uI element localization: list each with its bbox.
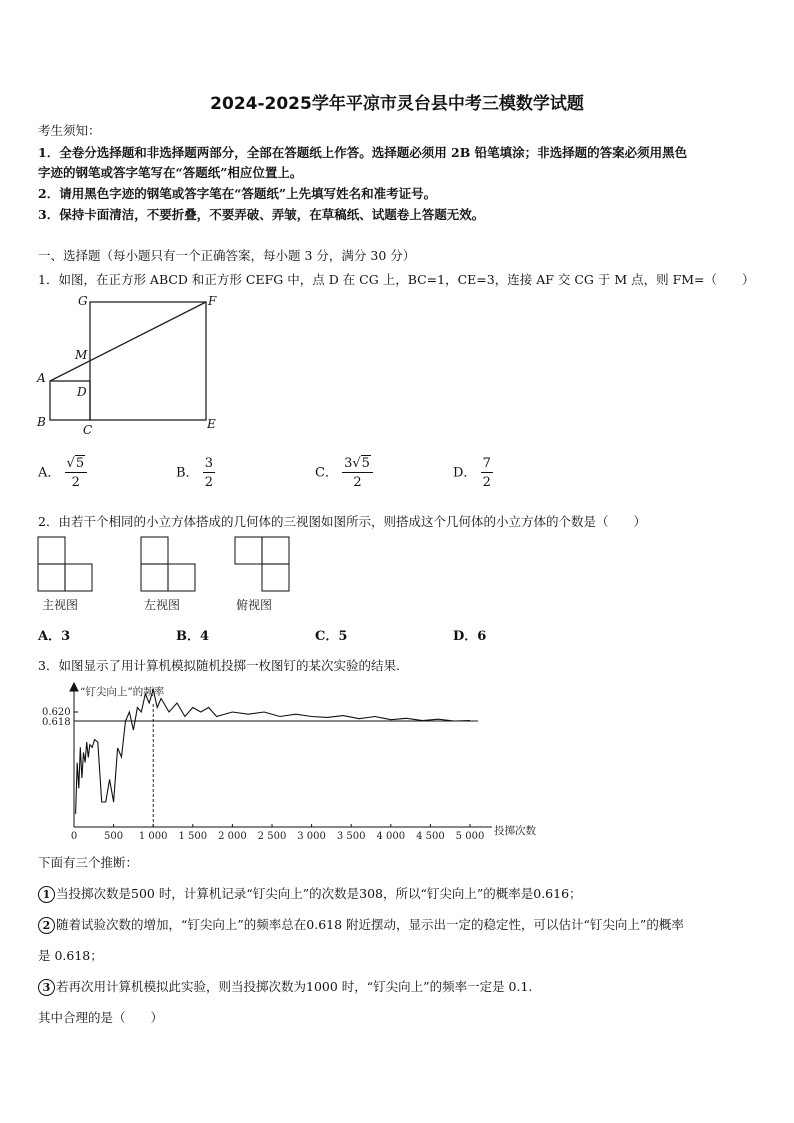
- label-g: G: [78, 294, 88, 308]
- q3-statement-2-continued: 是 0.618；: [38, 948, 103, 963]
- y-axis-label: “钉尖向上”的频率: [80, 686, 165, 698]
- y-mark-0620: 0.620: [42, 707, 71, 718]
- q3-stem: 3．如图显示了用计算机模拟随机投掷一枚图钉的某次实验的结果.: [38, 658, 400, 673]
- q3-lead: 下面有三个推断：: [38, 855, 139, 870]
- circled-number-2: 2: [38, 917, 55, 934]
- front-view-drawing: [38, 537, 92, 591]
- q1-option-c-label: C．: [315, 465, 338, 481]
- segment-af: [50, 302, 206, 381]
- q2-option-a[interactable]: A．3: [38, 629, 71, 644]
- front-view-caption: 主视图: [42, 598, 79, 612]
- q3-statement-1: [38, 884, 582, 903]
- x-tick-label: 1 000: [138, 831, 168, 842]
- q1-option-c-coefficient: 3: [344, 456, 353, 471]
- q2-option-c[interactable]: C．5: [315, 629, 348, 644]
- notice-item-2: 2．请用黑色字迹的钢笔或答字笔在“答题纸”上先填写姓名和准考证号。: [38, 186, 437, 201]
- q3-question: 其中合理的是（ ）: [38, 1010, 164, 1025]
- q3-frequency-chart: [34, 677, 554, 845]
- circled-number-3: 3: [38, 979, 55, 996]
- notice-item-3: 3．保持卡面清洁，不要折叠，不要弄破、弄皱，在草稿纸、试题卷上答题无效。: [38, 207, 485, 222]
- side-view-drawing: [141, 537, 195, 591]
- q3-statement-1-text: 当投掷次数是500 时，计算机记录“钉尖向上”的次数是308，所以“钉尖向上”的概率是0.616；: [56, 886, 582, 901]
- label-e: E: [207, 417, 216, 431]
- notice-heading: 考生须知：: [38, 123, 101, 138]
- q1-option-a-label: A．: [38, 465, 61, 481]
- y-mark-0618: 0.618: [42, 717, 71, 728]
- x-tick-label: 1 500: [178, 831, 208, 842]
- x-tick-label: 3 000: [297, 831, 326, 842]
- q1-option-d[interactable]: [453, 456, 493, 490]
- label-f: F: [208, 294, 217, 308]
- side-view-caption: 左视图: [144, 598, 181, 612]
- x-tick-label: 5 000: [455, 831, 485, 842]
- q1-option-b-fraction: [203, 456, 215, 490]
- x-tick-label: 4 000: [376, 831, 406, 842]
- circled-number-1: 1: [38, 886, 55, 903]
- q2-stem: 2．由若干个相同的小立方体搭成的几何体的三视图如图所示，则搭成这个几何体的小立方体的个数是（ ）: [38, 514, 646, 529]
- x-tick-label: 3 500: [336, 831, 366, 842]
- y-axis-arrow: [70, 683, 78, 691]
- q1-stem: 1．如图，在正方形 ABCD 和正方形 CEFG 中，点 D 在 CG 上，BC=1，CE=3，连接 AF 交 CG 于 M 点，则 FM=（ ）: [38, 272, 755, 287]
- x-tick-label: 4 500: [416, 831, 445, 842]
- frequency-series-line: [76, 690, 470, 814]
- section-heading: 一、选择题（每小题只有一个正确答案，每小题 3 分，满分 30 分）: [38, 248, 416, 263]
- x-axis-label: 投掷次数: [494, 825, 536, 837]
- label-c: C: [83, 423, 93, 437]
- q2-three-views: [36, 535, 296, 615]
- label-m: M: [75, 348, 88, 362]
- q1-option-c[interactable]: [315, 456, 373, 490]
- q1-option-a-fraction: [65, 456, 88, 490]
- q3-statement-2-text: 随着试验次数的增加，“钉尖向上”的频率总在0.618 附近摆动，显示出一定的稳定性，可以估计“钉尖向上”的概率: [56, 917, 684, 932]
- top-view-drawing: [235, 537, 289, 591]
- q1-option-d-denominator: 2: [482, 475, 491, 490]
- q1-option-a-radicand: 5: [75, 456, 85, 471]
- x-tick-label: 2 000: [218, 831, 247, 842]
- sqrt-symbol: √5: [66, 456, 85, 471]
- q1-option-d-numerator: 7: [482, 456, 491, 471]
- q1-option-b-denominator: 2: [204, 475, 213, 490]
- square-cefg: [90, 302, 206, 420]
- q2-option-b[interactable]: B．4: [176, 629, 210, 644]
- x-tick-label: 0: [70, 831, 78, 842]
- q1-option-d-label: D．: [453, 465, 477, 481]
- q1-option-b-numerator: 3: [204, 456, 213, 471]
- label-a: A: [37, 371, 46, 385]
- page-title: 2024-2025学年平凉市灵台县中考三模数学试题: [210, 94, 584, 114]
- q1-option-d-fraction: [481, 456, 493, 490]
- q1-option-c-fraction: [342, 456, 373, 490]
- q1-option-a[interactable]: [38, 456, 87, 490]
- x-tick-label: 500: [104, 831, 124, 842]
- q1-square-figure: [32, 290, 232, 440]
- label-b: B: [37, 415, 46, 429]
- q3-statement-3: [38, 977, 532, 996]
- q3-statement-2: [38, 915, 684, 934]
- notice-item-1-line-2: 字迹的钢笔或答字笔写在“答题纸”相应位置上。: [38, 165, 303, 180]
- q1-option-b-label: B．: [176, 465, 199, 481]
- q3-statement-3-text: 若再次用计算机模拟此实验，则当投掷次数为1000 时，“钉尖向上”的频率一定是 0.1.: [56, 979, 533, 994]
- label-d: D: [77, 385, 87, 399]
- q1-option-b[interactable]: [176, 456, 215, 490]
- sqrt-symbol: √5: [352, 456, 370, 471]
- q1-option-c-denominator: 2: [353, 475, 362, 490]
- q1-option-a-denominator: 2: [71, 475, 80, 490]
- q1-option-c-radicand: 5: [361, 456, 370, 471]
- top-view-caption: 俯视图: [236, 598, 273, 612]
- q2-option-d[interactable]: D．6: [453, 629, 487, 644]
- x-tick-label: 2 500: [257, 831, 287, 842]
- notice-item-1-line-1: 1．全卷分选择题和非选择题两部分，全部在答题纸上作答。选择题必须用 2B 铅笔填涂；非选择题的答案必须用黑色: [38, 145, 688, 160]
